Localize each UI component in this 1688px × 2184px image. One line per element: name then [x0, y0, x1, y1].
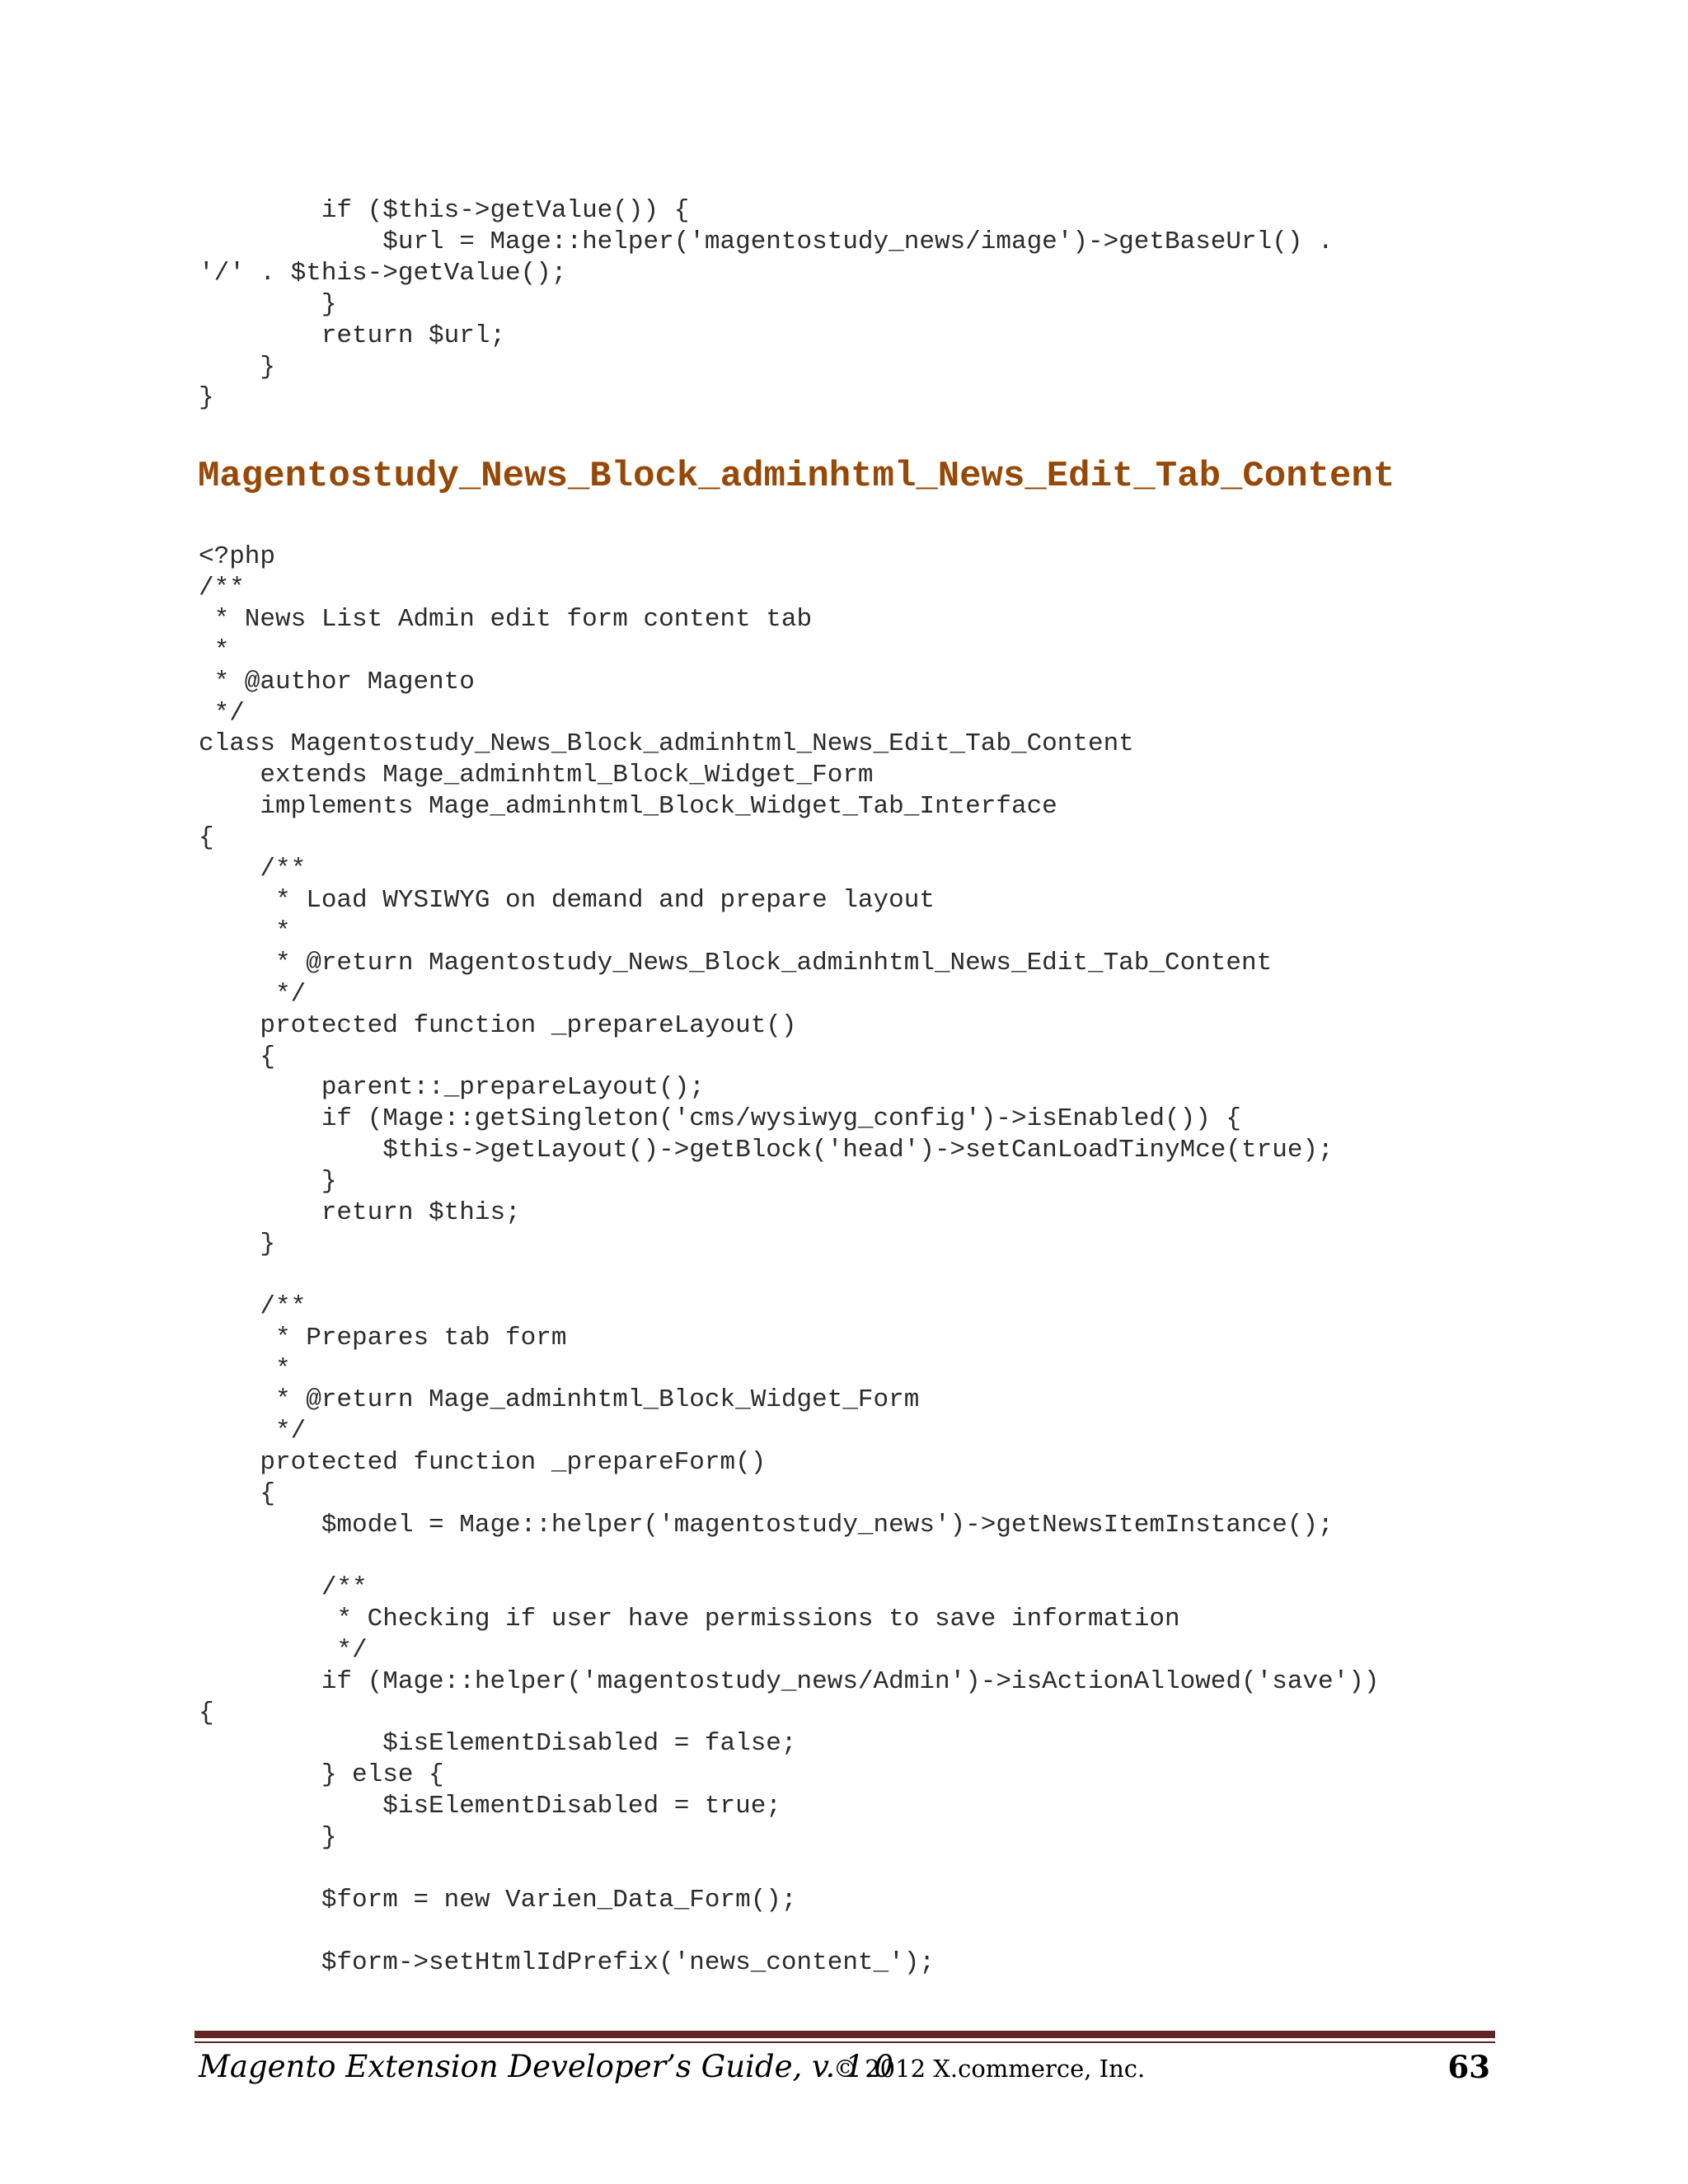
footer-rule-thick — [195, 2031, 1495, 2038]
page-number: 63 — [1447, 2049, 1490, 2085]
footer-rule-thin — [195, 2041, 1495, 2043]
footer-guide-title: Magento Extension Developer’s Guide, v. 1.0 — [199, 2049, 893, 2084]
code-block-continued: if ($this->getValue()) { $url = Mage::helper('magentostudy_news/image')->getBaseUrl() . '/' . $this->getValue(); } return $url; } } — [199, 196, 1334, 413]
footer-copyright: © 2012 X.commerce, Inc. — [833, 2055, 1146, 2083]
section-heading: Magentostudy_News_Block_adminhtml_News_Edit_Tab_Content — [198, 456, 1395, 497]
code-block-tab-content: <?php /** * News List Admin edit form content tab * * @author Magento */ class Magentostudy_News_Block_adminhtml_News_Edit_Tab_Content extends Mage_adminhtml_Block_Widget_Form implements Mage_adminhtml_Block_Widget_Tab_Interface { /** * Load WYSIWYG on demand and prepare layout * * @return Magentostudy_News_Block_adminhtml_News_Edit_Tab_Content */ protected function _prepareLayout() { parent::_prepareLayout(); if (Mage::getSingleton('cms/wysiwyg_config')->isEnabled()) { $this->getLayout()->getBlock('head')->setCanLoadTinyMce(true); } return $this; } /** * Prepares tab form * * @return Mage_adminhtml_Block_Widget_Form */ protected function _prepareForm() { $model = Mage::helper('magentostudy_news')->getNewsItemInstance(); /** * Checking if user have permissions to save information */ if (Mage::helper('magentostudy_news/Admin')->isActionAllowed('save')) { $isElementDisabled = false; } else { $isElementDisabled = true; } $form = new Varien_Data_Form(); $form->setHtmlIdPrefix('news_content_'); — [199, 542, 1380, 1977]
